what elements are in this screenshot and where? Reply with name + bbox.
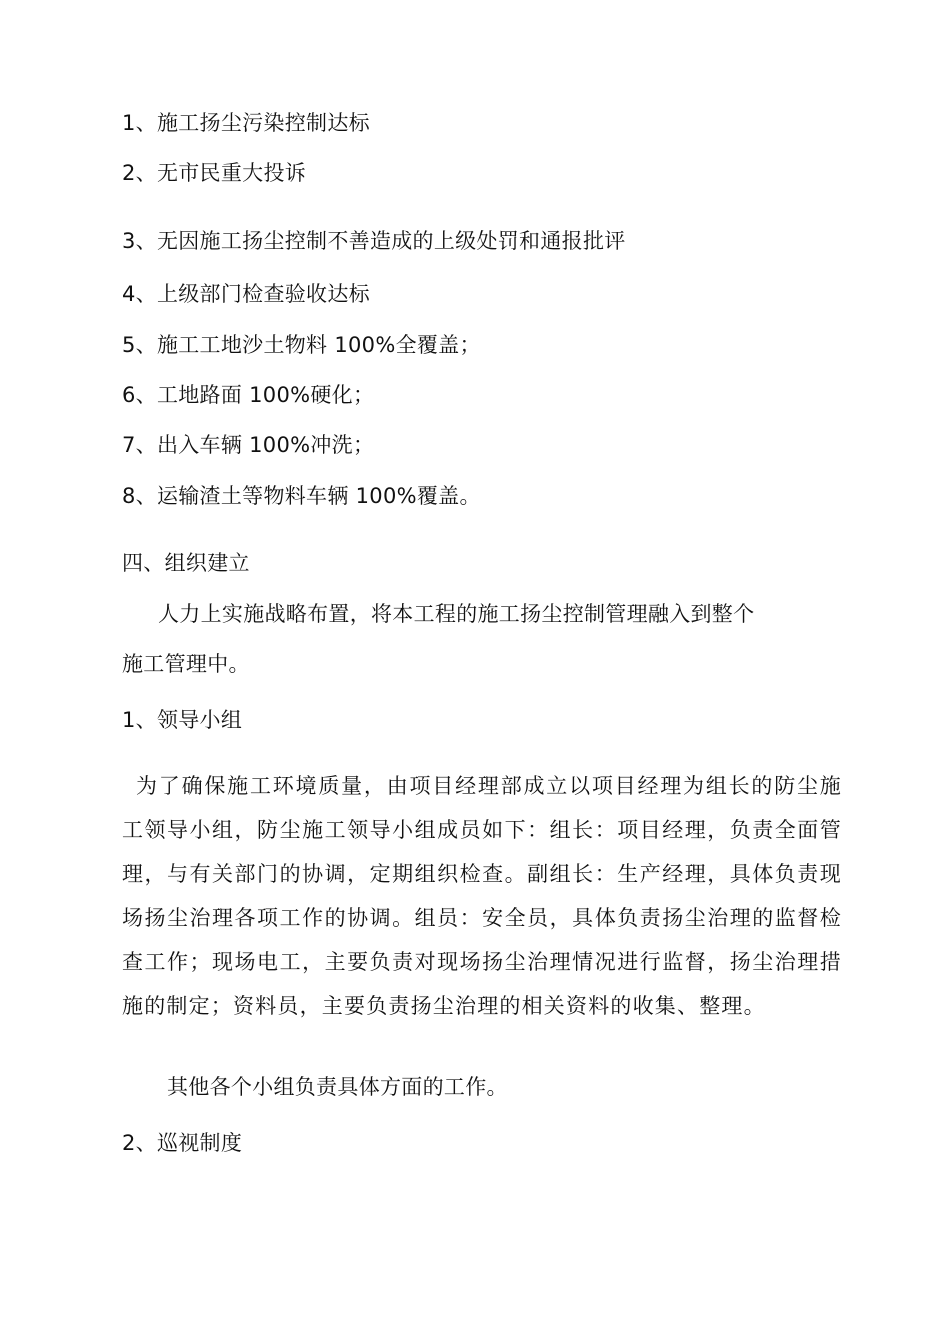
target-item-8: 8、运输渣土等物料车辆 100%覆盖。 bbox=[122, 484, 481, 508]
target-item-3: 3、无因施工扬尘控制不善造成的上级处罚和通报批评 bbox=[122, 229, 626, 253]
subheading-patrol-system: 2、巡视制度 bbox=[122, 1131, 243, 1155]
target-item-1: 1、施工扬尘污染控制达标 bbox=[122, 111, 370, 135]
target-item-6: 6、工地路面 100%硬化； bbox=[122, 383, 375, 407]
leadership-paragraph: 为了确保施工环境质量，由项目经理部成立以项目经理为组长的防尘施工领导小组，防尘施工领导小组成员如下：组长：项目经理，负责全面管理，与有关部门的协调，定期组织检查。副组长：生产经理，具体负责现场扬尘治理各项工作的协调。组员：安全员，具体负责扬尘治理的监督检查工作；现场电工，主要负责对现场扬尘治理情况进行监督，扬尘治理措施的制定；资料员，主要负责扬尘治理的相关资料的收集、整理。 bbox=[122, 774, 842, 1018]
intro-line-2: 施工管理中。 bbox=[122, 652, 250, 676]
target-item-2: 2、无市民重大投诉 bbox=[122, 161, 307, 185]
section-heading-organization: 四、组织建立 bbox=[122, 551, 250, 575]
target-item-5: 5、施工工地沙土物料 100%全覆盖； bbox=[122, 333, 481, 357]
subheading-leadership-group: 1、领导小组 bbox=[122, 708, 243, 732]
target-item-7: 7、出入车辆 100%冲洗； bbox=[122, 433, 375, 457]
other-groups-line: 其他各个小组负责具体方面的工作。 bbox=[167, 1075, 508, 1099]
target-item-4: 4、上级部门检查验收达标 bbox=[122, 282, 370, 306]
intro-line-1: 人力上实施战略布置，将本工程的施工扬尘控制管理融入到整个 bbox=[158, 602, 755, 626]
